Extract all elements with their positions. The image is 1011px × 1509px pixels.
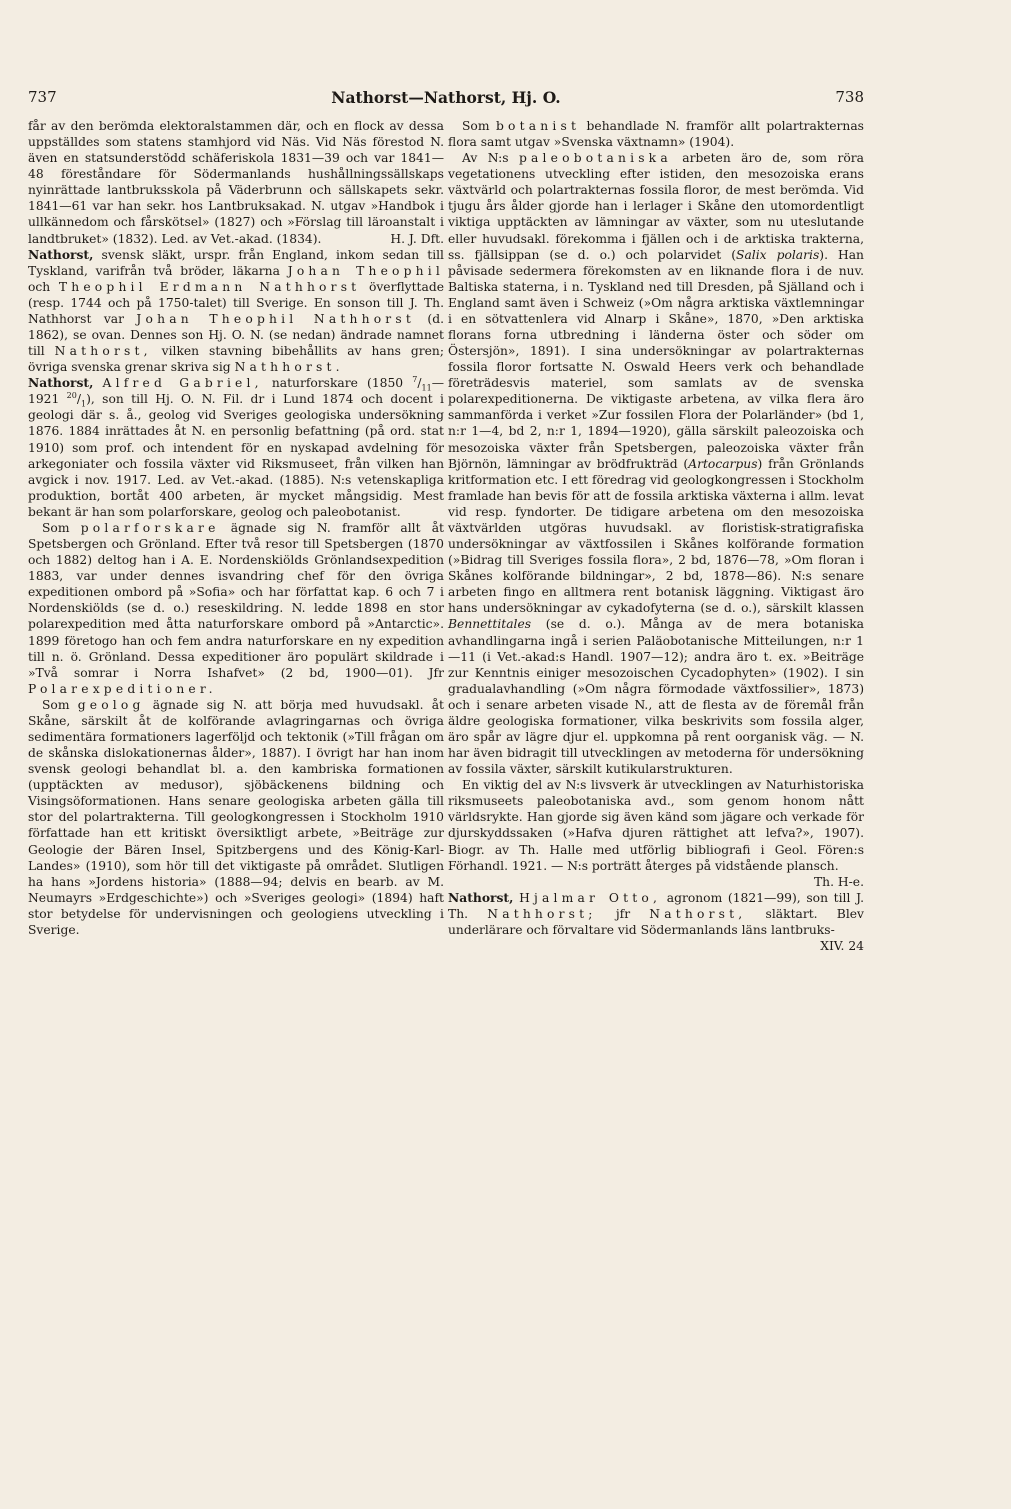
running-title: Nathorst—Nathorst, Hj. O.: [331, 88, 561, 107]
author-signature: H. J. Dft.: [390, 231, 444, 246]
volume-signoff: XIV. 24: [820, 938, 864, 953]
author-signature: Th. H-e.: [813, 874, 864, 889]
entry-hjalmar-otto: Nathorst, Hjalmar Otto, agronom (1821—99), son till J. Th. Nathhorst; jfr Nathorst, släktart. Blev underlärare och förvaltare vid Södermanlands läns lantbruks-: [448, 889, 864, 937]
right-column: [448, 118, 864, 954]
paragraph-continuation: får av den berömda elektoralstammen där, och en flock av dessa uppställdes som statens stamhjord vid Näs. Vid Näs förestod N. även en statsunderstödd schäferiskola 1831—39 och var 1841—48 föreståndare för Södermanlands hushållningssällskaps nyinrättade lantbruksskola på Väderbrunn och sällskapets sekr. 1841—61 var han sekr. hos Lantbruksakad. N. utgav »Handbok i ullkännedom och fårskötsel» (1827) och »Förslag till läroanstalt i landtbruket» (1832). Led. av Vet.-akad. (1834). H. J. Dft.: [28, 119, 444, 246]
entry-headword: Nathorst,: [28, 246, 94, 262]
paragraph-polarforskare: Som polarforskare ägnade sig N. framför allt åt Spetsbergen och Grönland. Efter två resor till Spetsbergen (1870 och 1882) deltog han i A. E. Nordenskiölds Grönlandsexpedition 1883, var under dennes isvandring chef för den övriga expeditionen ombord på »Sofia» och har författat kap. 6 och 7 i Nordenskiölds (se d. o.) reseskildring. N. ledde 1898 en stor polarexpedition med åtta naturforskare ombord på »Antarctic». 1899 företogo han och fem andra naturforskare en ny expedition till n. ö. Grönland. Dessa expeditioner äro populärt skildrade i »Två somrar i Norra Ishafvet» (2 bd, 1900—01). Jfr Polarexpeditioner.: [28, 520, 444, 696]
entry-nathorst-family: Nathorst, svensk släkt, urspr. från England, inkom sedan till Tyskland, varifrån två bröder, läkarna Johan Theophil och Theophil Erdmann Nathhorst överflyttade (resp. 1744 och på 1750-talet) till Sverige. En sonson till J. Th. Nathhorst var Johan Theophil Nathhorst (d. 1862), se ovan. Dennes son Hj. O. N. (se nedan) ändrade namnet till Nathorst, vilken stavning bibehållits av hans gren; övriga svenska grenar skriva sig Nathhorst.: [28, 246, 444, 375]
entry-headword: Nathorst,: [448, 889, 514, 905]
left-column: [28, 118, 444, 938]
paragraph-geolog: Som geolog ägnade sig N. att börja med huvudsakl. åt Skåne, särskilt åt de kolförande avlagringarnas och övriga sedimentära formationers lagerföljd och tektonik (»Till frågan om de skånska dislokationernas ålder», 1887). I övrigt har han inom svensk geologi behandlat bl. a. den kambriska formationen (upptäckten av medusor), sjöbäckenens bildning och Visingsöformationen. Hans senare geologiska arbeten gälla till stor del polartrakterna. Till geologkongressen i Stockholm 1910 författade han ett kritiskt översiktligt arbete, »Beiträge zur Geologie der Bären Insel, Spitzbergens und des König-Karl-Landes» (1910), som hör till det viktigaste på området. Slutligen ha hans »Jordens historia» (1888—94; delvis en bearb. av M. Neumayrs »Erdgeschichte») och »Sveriges geologi» (1894) haft stor betydelse för undervisningen och geologiens utveckling i Sverige.: [28, 697, 444, 937]
paragraph-livsverk: En viktig del av N:s livsverk är utvecklingen av Naturhistoriska riksmuseets paleobotaniska avd., som genom honom nått världsrykte. Han gjorde sig även känd som jägare och verkade för djurskyddssaken (»Hafva djuren rättighet att lefva?», 1907). Biogr. av Th. Halle med utförlig bibliografi i Geol. Fören:s Förhandl. 1921. — N:s porträtt återges på vidstående plansch. Th. H-e.: [448, 778, 864, 889]
paragraph-botanist: Som botanist behandlade N. framför allt polartrakternas flora samt utgav »Svenska växtnamn» (1904).: [448, 119, 864, 150]
page-number-right: 738: [835, 88, 864, 106]
page-header: [28, 88, 864, 112]
paragraph-paleobotanik: Av N:s paleobotaniska arbeten äro de, som röra vegetationens utveckling efter istiden, den mesozoiska erans växtvärld och polartrakternas fossila floror, de mest berömda. Vid tjugu års ålder gjorde han i lerlager i Skåne den utomordentligt viktiga upptäckten av lämningar av växter, som nu uteslutande eller huvudsakl. förekomma i fjällen och i de arktiska trakterna, ss. fjällsippan (se d. o.) och polarvidet (Salix polaris). Han påvisade sedermera förekomsten av en liknande flora i de nuv. Baltiska staterna, i n. Tyskland ned till Dresden, på Själland och i England samt även i Schweiz (»Om några arktiska växtlemningar i en sötvattenlera vid Alnarp i Skåne», 1870, »Den arktiska florans forna utbredning i länderna öster och söder om Östersjön», 1891). I sina undersökningar av polartrakternas fossila floror fortsatte N. Oswald Heers verk och behandlade företrädesvis materiel, som samlats av de svenska polarexpeditionerna. De viktigaste arbetena, av vilka flera äro sammanförda i verket »Zur fossilen Flora der Polarländer» (bd 1, n:r 1—4, bd 2, n:r 1, 1894—1920), gälla särskilt paleozoiska och mesozoiska växter från Spetsbergen, paleozoiska växter från Björnön, lämningar av brödfrukträd (Artocarpus) från Grönlands kritformation etc. I ett föredrag vid geologkongressen i Stockholm framlade han bevis för att de fossila arktiska växterna i allm. levat vid resp. fyndorter. De tidigare arbetena om den mesozoiska växtvärlden utgöras huvudsakl. av floristisk-stratigrafiska undersökningar av växtfossilen i Skånes kolförande formation (»Bidrag till Sveriges fossila flora», 2 bd, 1876—78, »Om floran i Skånes kolförande bildningar», 2 bd, 1878—86). N:s senare arbeten fingo en alltmera rent botanisk läggning. Viktigast äro hans undersökningar av cykadofyterna (se d. o.), särskilt klassen Bennettitales (se d. o.). Många av de mera botaniska avhandlingarna ingå i serien Paläobotanische Mitteilungen, n:r 1—11 (i Vet.-akad:s Handl. 1907—12); andra äro t. ex. »Beiträge zur Kenntnis einiger mesozoischen Cycadophyten» (1902). I sin gradualavhandling (»Om några förmodade växtfossilier», 1873) och i senare arbeten visade N., att de flesta av de föremål från äldre geologiska formationer, vilka beskrivits som fossila alger, äro spår av lägre djur el. uppkomna på rent oorganisk väg. — N. har även bidragit till utvecklingen av metoderna för undersökning av fossila växter, särskilt kutikularstrukturen.: [448, 151, 865, 777]
entry-alfred-gabriel: Nathorst, Alfred Gabriel, naturforskare (1850 $^7/_{11}—1921$ $^{20}/_1$), son till Hj. O. N. Fil. dr i Lund 1874 och docent i geologi där s. å., geolog vid Sveriges geologiska undersökning 1876. 1884 inrättades åt N. en personlig befattning (på ord. stat 1910) som prof. och intendent för en nyskapad avdelning för arkegoniater och fossila växter vid Riksmuseet, från vilken han avgick i nov. 1917. Led. av Vet.-akad. (1885). N:s vetenskapliga produktion, bortåt 400 arbeten, är mycket mångsidig. Mest bekant är han som polarforskare, geolog och paleobotanist.: [28, 375, 444, 519]
entry-headword: Nathorst,: [28, 375, 94, 391]
page-number-left: 737: [28, 88, 57, 106]
